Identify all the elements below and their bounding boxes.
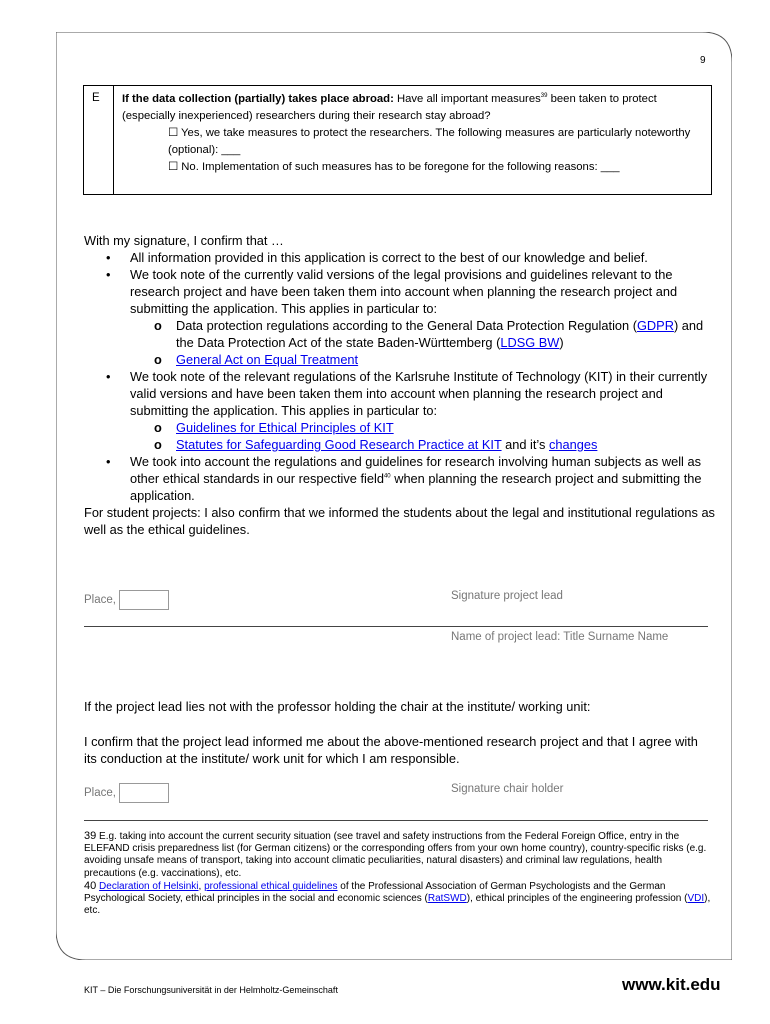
question-cell (122, 91, 706, 176)
footnote-39-text: E.g. taking into account the current security situation (see travel and safety instructions from the Federal Foreign Office, entry in the ELEFAND crisis preparedness list (for German citizens) or the corresponding offers from your own home country), country-specific risks (e.g. avoiding unsafe means of transport, taking into account climatic peculiarities, natural disasters) and criminal law regulations, health precautions (e.g. vaccinations), etc. (84, 831, 707, 879)
chair-confirmation-text: I confirm that the project lead informed me about the above-mentioned research project and that I agree with its conduction at the institute/ work unit for which I am responsible. (84, 734, 698, 766)
confirm-bullet-4 (130, 453, 719, 504)
question-text (122, 91, 706, 125)
footnotes (84, 830, 714, 917)
question-text-2: been taken to protect (especially inexperienced) researchers during their research stay abroad? (122, 93, 657, 122)
footnote-40-number: 40 (84, 879, 97, 892)
question-text-1: Have all important measures (396, 93, 541, 105)
footnote-39-number: 39 (84, 830, 97, 842)
footer-text: KIT – Die Forschungsuniversität in der Helmholtz-Gemeinschaft (84, 985, 338, 995)
data-protection-text: Data protection regulations according to the General Data Protection Regulation ( (176, 318, 637, 333)
helsinki-link[interactable]: Declaration of Helsinki (99, 880, 199, 892)
confirm-list (84, 249, 719, 504)
confirm-bullet-2-text: We took note of the currently valid versions of the legal provisions and guidelines relevant to the research project and have been taken them into account when planning the research project and submitting the application. This applies in particular to: (130, 267, 678, 316)
question-heading: If the data collection (partially) takes place abroad: (122, 93, 394, 105)
guidelines-item (176, 419, 719, 436)
footnote-40-text-2: ), ethical principles of the engineering profession ( (466, 893, 688, 905)
confirm-bullet-2 (130, 266, 719, 368)
footnote-40-text-1: of the Professional Association of German Psychologists and the German Psychological Society, ethical principles in the social and economic sciences ( (84, 880, 666, 905)
place-field-2 (84, 783, 169, 803)
place-input-2[interactable] (119, 783, 169, 803)
ethical-guidelines-link[interactable]: Guidelines for Ethical Principles of KIT (176, 420, 394, 435)
data-protection-text-2: ) and the Data Protection Act of the state Baden-Württemberg ( (176, 318, 704, 350)
confirm-bullet-2-sublist (130, 317, 719, 368)
ldsg-bw-link[interactable]: LDSG BW (500, 335, 560, 350)
confirm-bullet-3-sublist (130, 419, 719, 453)
question-table (83, 85, 712, 195)
gdpr-link[interactable]: GDPR (636, 318, 674, 333)
footnote-ref-40: 40 (383, 473, 391, 480)
confirm-bullet-3 (130, 368, 719, 453)
footer-url[interactable]: www.kit.edu (622, 975, 721, 994)
place-label-1: Place, (84, 594, 116, 607)
place-field-1 (84, 590, 169, 610)
page-number: 9 (700, 55, 706, 66)
footnote-40 (84, 880, 714, 918)
ratswd-link[interactable]: RatSWD (427, 893, 467, 905)
confirm-bullet-4-text-2: when planning the research project and submitting the application. (130, 471, 702, 503)
confirm-bullet-4-text: We took into account the regulations and guidelines for research involving human subjects as well as other ethical standards in our respective field (130, 454, 701, 486)
equal-treatment-link[interactable]: General Act on Equal Treatment (176, 352, 359, 367)
statutes-link[interactable]: Statutes for Safeguarding Good Research Practice at KIT (176, 437, 502, 452)
equal-treatment-item (176, 351, 719, 368)
vdi-link[interactable]: VDI (687, 893, 705, 905)
student-projects-text: For student projects: I also confirm that we informed the students about the legal and institutional regulations as well as the ethical guidelines. (84, 505, 715, 537)
signature-chair-holder-label: Signature chair holder (451, 783, 564, 795)
professional-guidelines-link[interactable]: professional ethical guidelines (204, 880, 338, 892)
data-protection-text-3: ) (559, 335, 564, 350)
data-protection-item (176, 317, 719, 351)
changes-link[interactable]: changes (549, 437, 598, 452)
footnote-39 (84, 830, 714, 880)
chair-condition-text: If the project lead lies not with the professor holding the chair at the institute/ working unit: (84, 699, 591, 714)
footnote-ref-39: 39 (540, 93, 548, 100)
option-no-checkbox[interactable]: ☐ No. Implementation of such measures has to be foregone for the following reasons: ___ (168, 161, 620, 173)
option-yes-checkbox[interactable]: ☐ Yes, we take measures to protect the researchers. The following measures are particularly noteworthy (optional): ___ (168, 127, 691, 156)
place-input-1[interactable] (119, 590, 169, 610)
footnote-40-text-3: ), etc. (84, 893, 711, 917)
confirm-bullet-1: • All information provided in this application is correct to the best of our knowledge and belief. (130, 249, 719, 266)
footnote-40-sep: , (198, 880, 205, 892)
question-label: E (84, 86, 114, 194)
confirmation-section (84, 232, 719, 538)
project-lead-name-label: Name of project lead: Title Surname Name (451, 631, 669, 643)
signature-line-1 (84, 626, 708, 627)
signature-project-lead-label: Signature project lead (451, 590, 563, 602)
signature-line-2 (84, 820, 708, 821)
confirm-intro: With my signature, I confirm that … (84, 233, 284, 248)
confirm-bullet-3-text: We took note of the relevant regulations of the Karlsruhe Institute of Technology (KIT) in their currently valid versions and have been taken them into account when planning the research project and submitting the application. This applies in particular to: (130, 369, 708, 418)
statutes-text: and it’s (501, 437, 549, 452)
place-label-2: Place, (84, 787, 116, 800)
statutes-item (176, 436, 719, 453)
